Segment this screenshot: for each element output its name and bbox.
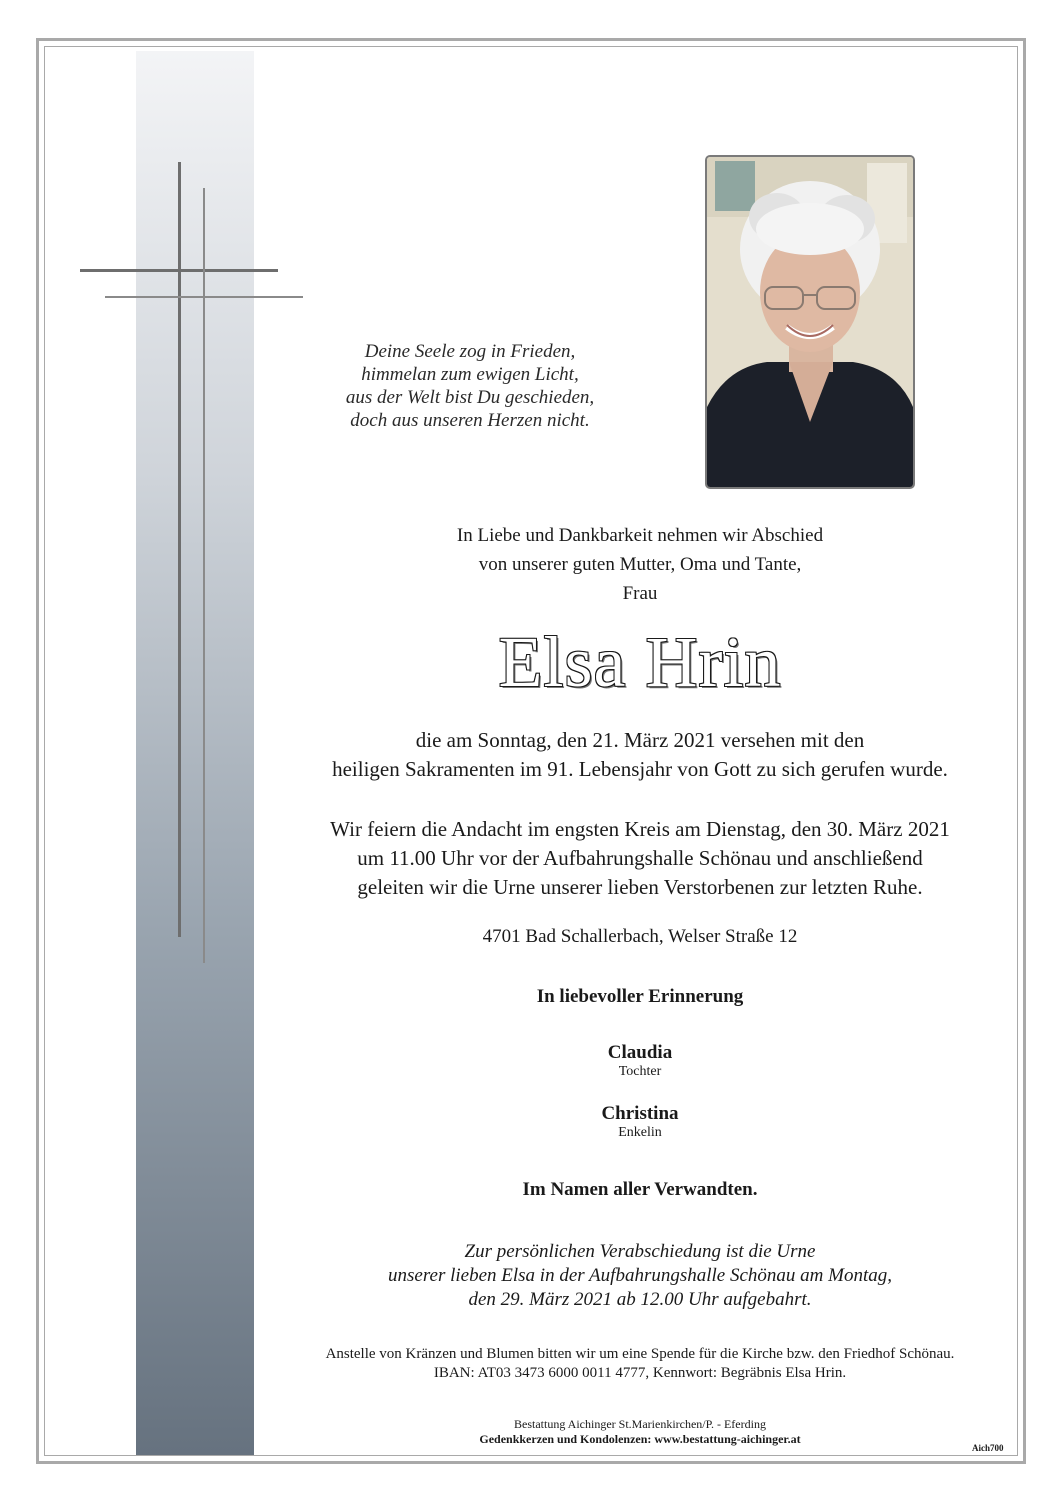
deceased-name: Elsa Hrin — [498, 622, 782, 702]
portrait-photo-icon — [707, 157, 913, 487]
mourner-name: Claudia — [607, 1042, 673, 1063]
cross-vertical-front — [178, 162, 181, 937]
viewing-line: den 29. März 2021 ab 12.00 Uhr aufgebahrt. — [468, 1289, 812, 1310]
footer-company: Bestattung Aichinger St.Marienkirchen/P. - Eferding — [514, 1417, 766, 1431]
donation-line: IBAN: AT03 3473 6000 0011 4777, Kennwort: Begräbnis Elsa Hrin. — [433, 1365, 847, 1381]
cross-vertical-shadow — [203, 188, 205, 963]
intro-line: In Liebe und Dankbarkeit nehmen wir Abschied — [456, 525, 824, 546]
portrait-photo — [705, 155, 915, 489]
gradient-side-band — [136, 51, 254, 1455]
viewing-line: Zur persönlichen Verabschiedung ist die Urne — [464, 1241, 816, 1262]
ceremony-line: Wir feiern die Andacht im engsten Kreis am Dienstag, den 30. März 2021 — [330, 817, 950, 841]
mourner-relation: Enkelin — [618, 1125, 662, 1140]
viewing-notice — [260, 1240, 1020, 1312]
poem-line: aus der Welt bist Du geschieden, — [345, 387, 595, 408]
relatives-line: Im Namen aller Verwandten. — [522, 1179, 758, 1200]
donation-notice — [260, 1345, 1020, 1383]
footer — [260, 1417, 1020, 1447]
intro-line: von unserer guten Mutter, Oma und Tante, — [478, 554, 802, 575]
announcement-line: heiligen Sakramenten im 91. Lebensjahr von Gott zu sich gerufen wurde. — [332, 757, 948, 781]
announcement-line: die am Sonntag, den 21. März 2021 versehen mit den — [415, 728, 865, 752]
ceremony-line: um 11.00 Uhr vor der Aufbahrungshalle Schönau und anschließend — [357, 846, 923, 870]
intro-text — [260, 521, 1020, 608]
address: 4701 Bad Schallerbach, Welser Straße 12 — [482, 926, 798, 947]
document-code: Aich700 — [972, 1443, 1004, 1453]
poem — [290, 340, 650, 432]
memory-heading: In liebevoller Erinnerung — [536, 986, 744, 1007]
poem-line: himmelan zum ewigen Licht, — [361, 364, 579, 385]
cross-horizontal-shadow — [105, 296, 303, 298]
poem-line: doch aus unseren Herzen nicht. — [350, 410, 590, 431]
mourner — [260, 1103, 1020, 1141]
mourner-relation: Tochter — [618, 1064, 662, 1079]
ceremony-line: geleiten wir die Urne unserer lieben Verstorbenen zur letzten Ruhe. — [357, 875, 923, 899]
footer-website: Gedenkkerzen und Kondolenzen: www.bestattung-aichinger.at — [479, 1432, 801, 1446]
viewing-line: unserer lieben Elsa in der Aufbahrungshalle Schönau am Montag, — [388, 1265, 892, 1286]
announcement — [260, 726, 1020, 784]
donation-line: Anstelle von Kränzen und Blumen bitten wir um eine Spende für die Kirche bzw. den Friedhof Schönau. — [325, 1346, 955, 1362]
mourner — [260, 1042, 1020, 1080]
ceremony-details — [260, 815, 1020, 902]
intro-line: Frau — [622, 583, 658, 604]
mourner-name: Christina — [601, 1103, 679, 1124]
cross-horizontal-front — [80, 269, 278, 272]
poem-line: Deine Seele zog in Frieden, — [364, 341, 576, 362]
